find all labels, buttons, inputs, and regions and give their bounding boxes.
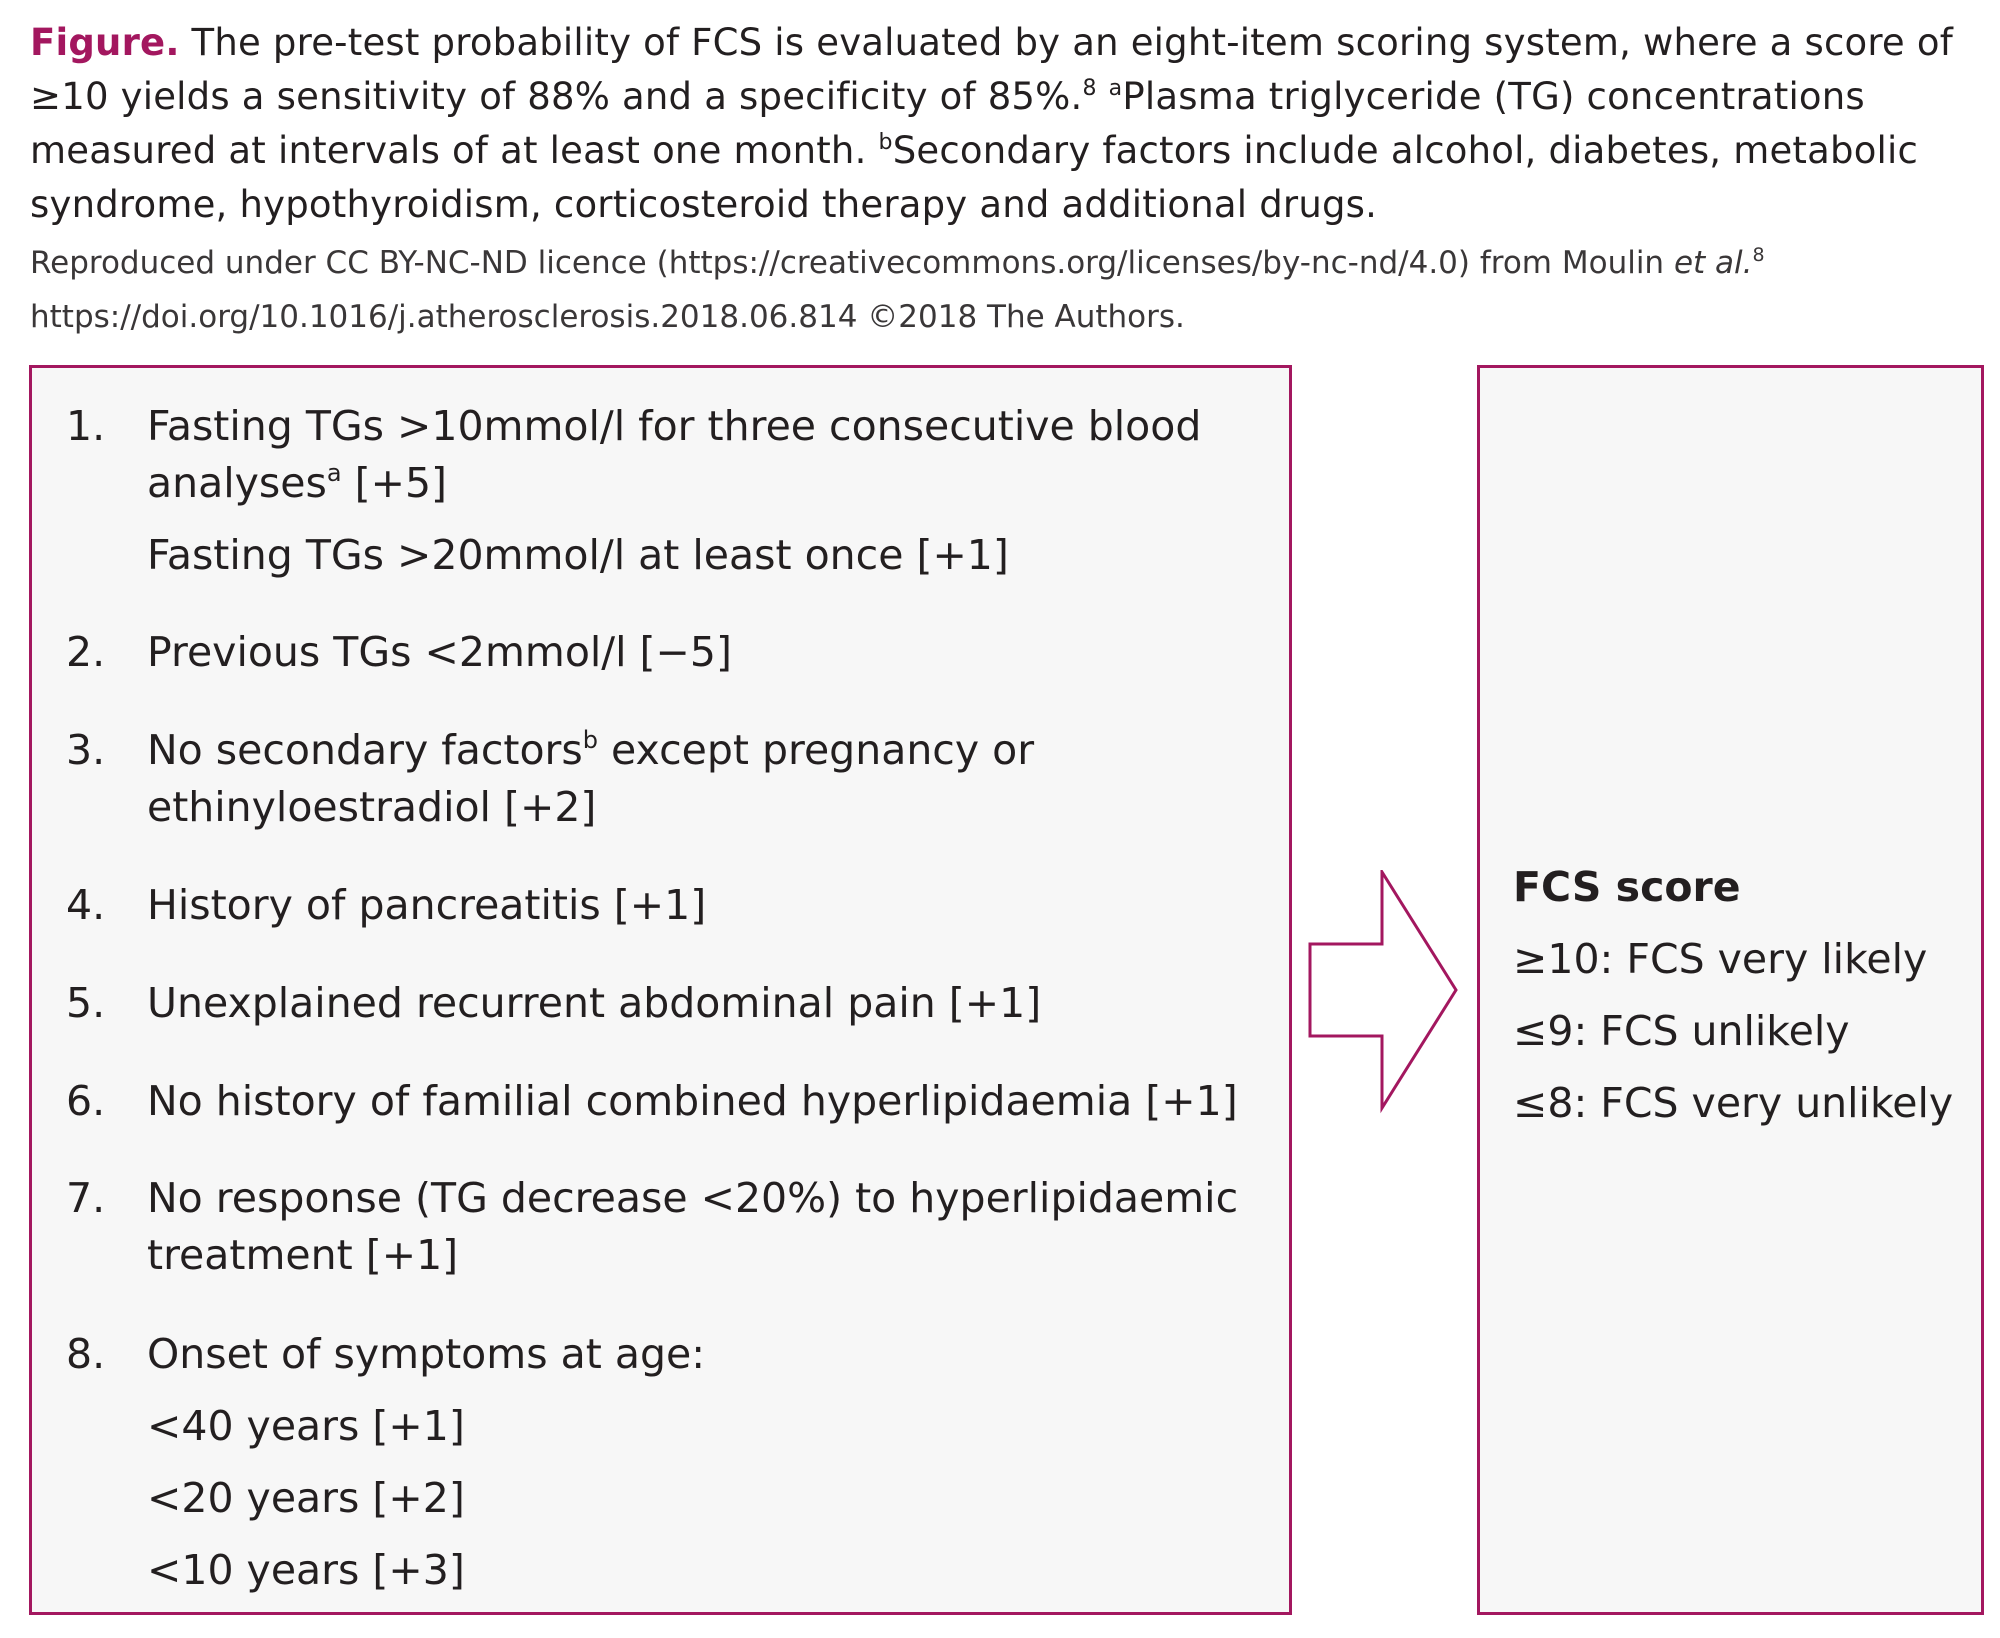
item-number: 5. — [66, 979, 106, 1027]
item-text: Previous TGs <2mmol/l [−5] — [147, 628, 732, 676]
score-line-unlikely: ≤9: FCS unlikely — [1513, 1007, 1850, 1055]
item-number: 8. — [66, 1330, 106, 1378]
figure-caption — [30, 16, 1975, 232]
item-text: History of pancreatitis [+1] — [147, 881, 707, 929]
item-text: Unexplained recurrent abdominal pain [+1] — [147, 979, 1042, 1027]
item-number: 1. — [66, 402, 106, 450]
item-text: No history of familial combined hyperlipidaemia [+1] — [147, 1077, 1238, 1125]
caption-text-1: The pre-test probability of FCS is evaluated by an eight-item scoring system, where a score of ≥10 yields a sensitivity of 88% and a specificity of 85%. — [30, 21, 1953, 118]
item-text: No secondary factors$^b$ except pregnancy or ethinyloestradiol [+2] — [147, 726, 1035, 831]
caption-note-a-mark: a — [1108, 76, 1123, 101]
item-number: 2. — [66, 628, 106, 676]
criteria-item-8-sub-2: <20 years [+2] — [147, 1474, 465, 1522]
score-title: FCS score — [1513, 863, 1741, 911]
caption-note-b-mark: b — [878, 130, 893, 155]
criteria-item-1-sub: Fasting TGs >20mmol/l at least once [+1] — [147, 531, 1009, 579]
caption-ref: 8 — [1082, 76, 1097, 101]
item-number: 7. — [66, 1174, 106, 1222]
footnote-b-mark: b — [582, 726, 598, 754]
credit-et-al: et al. — [1673, 245, 1753, 281]
credit-doi: https://doi.org/10.1016/j.atherosclerosis.2018.06.814 ©2018 The Authors. — [30, 299, 1185, 335]
criteria-box — [29, 365, 1292, 1615]
caption-text-2: Plasma triglyceride (TG) concentrations measured at intervals of at least one month. — [30, 75, 1865, 172]
item-number: 3. — [66, 726, 106, 774]
caption-label: Figure. — [30, 21, 180, 64]
credit-ref: 8 — [1752, 244, 1765, 266]
criteria-item-8-sub-1: <40 years [+1] — [147, 1402, 465, 1450]
item-number: 6. — [66, 1077, 106, 1125]
score-line-very-unlikely: ≤8: FCS very unlikely — [1513, 1079, 1954, 1127]
footnote-a-mark: a — [326, 459, 342, 487]
item-text: No response (TG decrease <20%) to hyperlipidaemic treatment [+1] — [147, 1174, 1239, 1279]
right-arrow-icon — [1308, 870, 1468, 1120]
credit-text: Reproduced under CC BY-NC-ND licence (https://creativecommons.org/licenses/by-nc-nd/4.0) from Moulin — [30, 245, 1674, 281]
item-text: Fasting TGs >10mmol/l for three consecutive blood analyses$^a$ [+5] — [147, 402, 1202, 507]
figure-credit — [30, 236, 1975, 344]
arrow-shape — [1310, 872, 1456, 1108]
criteria-item-8-sub-3: <10 years [+3] — [147, 1546, 465, 1594]
score-line-very-likely: ≥10: FCS very likely — [1513, 935, 1928, 983]
caption-text-3: Secondary factors include alcohol, diabetes, metabolic syndrome, hypothyroidism, corticosteroid therapy and additional drugs. — [30, 129, 1919, 226]
score-box — [1477, 365, 1984, 1615]
item-text: Onset of symptoms at age: — [147, 1330, 706, 1378]
item-number: 4. — [66, 881, 106, 929]
